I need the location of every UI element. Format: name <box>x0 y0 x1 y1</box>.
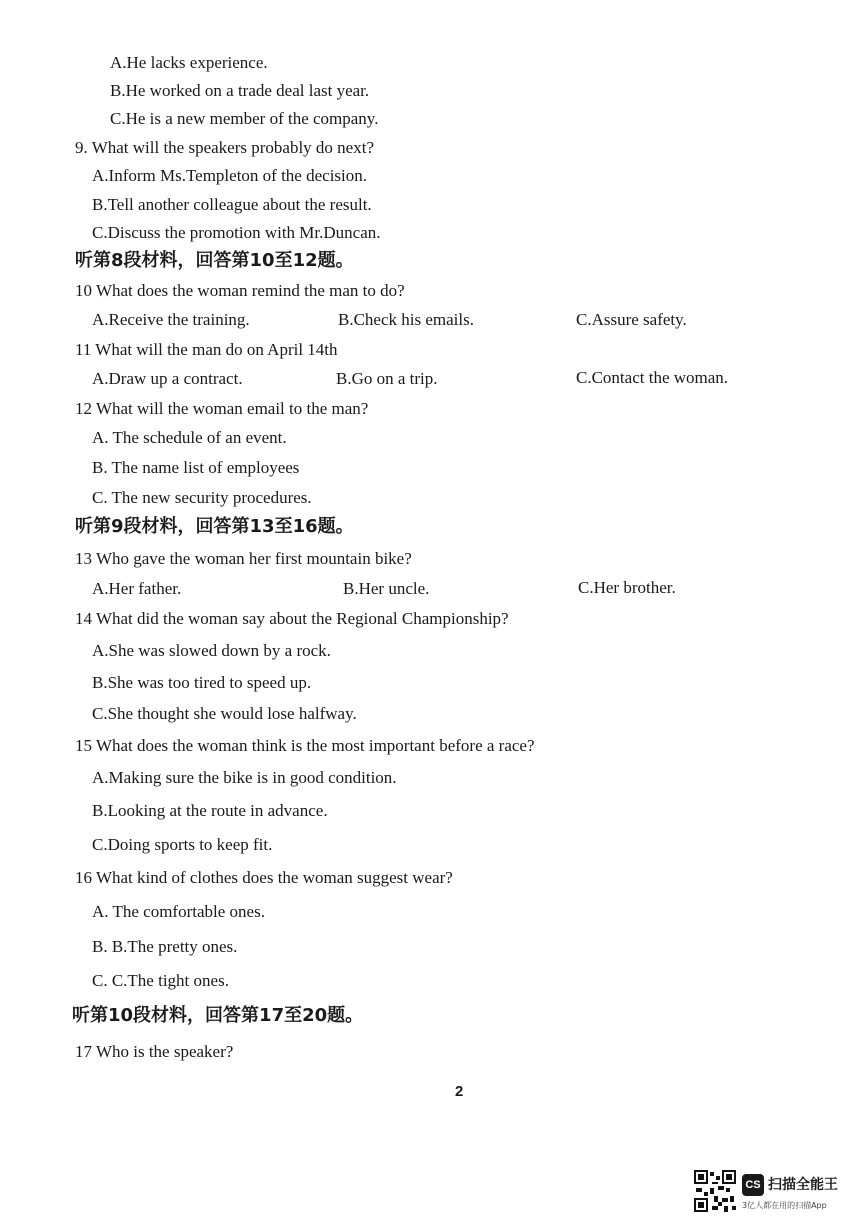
section-9-heading: 听第9段材料，回答第13至16题。 <box>75 516 354 537</box>
q17-stem: 17 Who is the speaker? <box>75 1042 234 1061</box>
q11-option-a: A.Draw up a contract. <box>92 369 243 388</box>
q16-stem: 16 What kind of clothes does the woman suggest wear? <box>75 868 453 887</box>
q9-option-c: C.Discuss the promotion with Mr.Duncan. <box>92 223 381 242</box>
q10-stem: 10 What does the woman remind the man to do? <box>75 281 405 300</box>
q10-option-a: A.Receive the training. <box>92 310 250 329</box>
q14-stem: 14 What did the woman say about the Regional Championship? <box>75 609 509 628</box>
camscanner-watermark <box>694 1170 854 1216</box>
q14-option-b: B.She was too tired to speed up. <box>92 673 312 692</box>
q12-option-c: C. The new security procedures. <box>92 488 312 507</box>
q10-option-c: C.Assure safety. <box>576 310 687 329</box>
q15-option-a: A.Making sure the bike is in good condition. <box>92 768 397 787</box>
q16-option-a: A. The comfortable ones. <box>92 902 265 921</box>
section-10-heading: 听第10段材料，回答第17至20题。 <box>72 1005 364 1026</box>
q14-option-a: A.She was slowed down by a rock. <box>92 641 331 660</box>
camscanner-logo: CS <box>742 1174 764 1196</box>
q10-option-b: B.Check his emails. <box>338 310 474 329</box>
q11-option-b: B.Go on a trip. <box>336 369 438 388</box>
q13-option-c: C.Her brother. <box>578 578 676 597</box>
q15-option-c: C.Doing sports to keep fit. <box>92 835 273 854</box>
qr-code-icon <box>694 1170 736 1212</box>
camscanner-name: 扫描全能王 <box>768 1177 838 1193</box>
q15-option-b: B.Looking at the route in advance. <box>92 801 328 820</box>
q8-option-b: B.He worked on a trade deal last year. <box>110 81 370 100</box>
q9-option-b: B.Tell another colleague about the result. <box>92 195 372 214</box>
q14-option-c: C.She thought she would lose halfway. <box>92 704 357 723</box>
page-number: 2 <box>455 1083 464 1100</box>
q13-stem: 13 Who gave the woman her first mountain bike? <box>75 549 412 568</box>
q13-option-a: A.Her father. <box>92 579 182 598</box>
q8-option-a: A.He lacks experience. <box>110 53 268 72</box>
q11-stem: 11 What will the man do on April 14th <box>75 340 338 359</box>
q13-option-b: B.Her uncle. <box>343 579 430 598</box>
q12-option-a: A. The schedule of an event. <box>92 428 287 447</box>
camscanner-tagline: 3亿人都在用的扫描App <box>742 1201 827 1210</box>
q12-option-b: B. The name list of employees <box>92 458 300 477</box>
q16-option-b: B. B.The pretty ones. <box>92 937 238 956</box>
q16-option-c: C. C.The tight ones. <box>92 971 229 990</box>
q9-option-a: A.Inform Ms.Templeton of the decision. <box>92 166 368 185</box>
q12-stem: 12 What will the woman email to the man? <box>75 399 369 418</box>
q15-stem: 15 What does the woman think is the most important before a race? <box>75 736 535 755</box>
q11-option-c: C.Contact the woman. <box>576 368 729 387</box>
q8-option-c: C.He is a new member of the company. <box>110 109 379 128</box>
q9-stem: 9. What will the speakers probably do next? <box>75 138 374 157</box>
section-8-heading: 听第8段材料，回答第10至12题。 <box>75 250 354 271</box>
